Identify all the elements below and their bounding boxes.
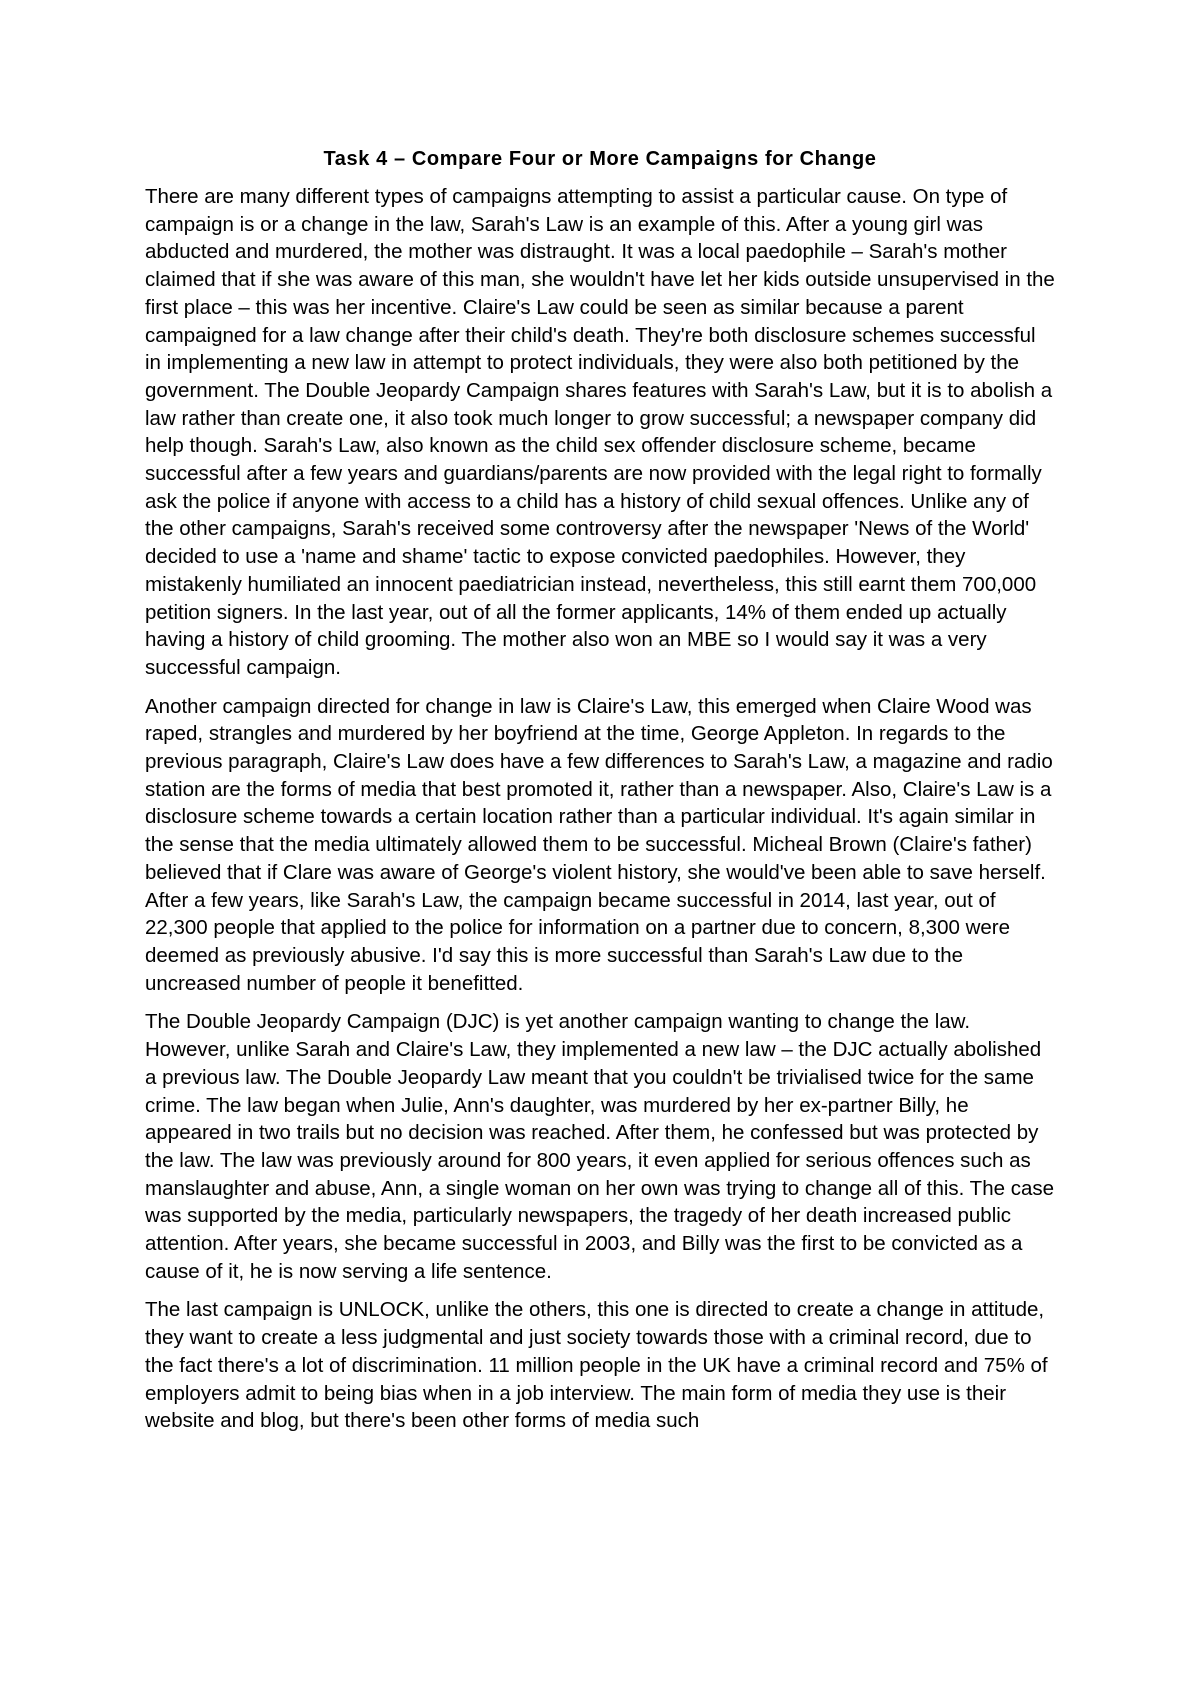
paragraph-double-jeopardy: The Double Jeopardy Campaign (DJC) is yet another campaign wanting to change the law. However, unlike Sarah and Claire's Law, they implemented a new law – the DJC actually abolished a previous law. The Double Jeopardy Law meant that you couldn't be trivialised twice for the same crime. The law began when Julie, Ann's daughter, was murdered by her ex-partner Billy, he appeared in two trails but no decision was reached. After them, he confessed but was protected by the law. The law was previously around for 800 years, it even applied for serious offences such as manslaughter and abuse, Ann, a single woman on her own was trying to change all of this. The case was supported by the media, particularly newspapers, the tragedy of her death increased public attention. After years, she became successful in 2003, and Billy was the first to be convicted as a cause of it, he is now serving a life sentence. bbox=[145, 1010, 1055, 1283]
document-title: Task 4 – Compare Four or More Campaigns for Change bbox=[323, 148, 877, 170]
document-body bbox=[145, 145, 1055, 1446]
paragraph-claires-law: Another campaign directed for change in law is Claire's Law, this emerged when Claire Wood was raped, strangles and murdered by her boyfriend at the time, George Appleton. In regards to the previous paragraph, Claire's Law does have a few differences to Sarah's Law, a magazine and radio station are the forms of media that best promoted it, rather than a newspaper. Also, Claire's Law is a disclosure scheme towards a certain location rather than a particular individual. It's again similar in the sense that the media ultimately allowed them to be successful. Micheal Brown (Claire's father) believed that if Clare was aware of George's violent history, she would've been able to save herself. After a few years, like Sarah's Law, the campaign became successful in 2014, last year, out of 22,300 people that applied to the police for information on a partner due to concern, 8,300 were deemed as previously abusive. I'd say this is more successful than Sarah's Law due to the uncreased number of people it benefitted. bbox=[145, 694, 1053, 995]
paragraph-sarahs-law: There are many different types of campaigns attempting to assist a particular cause. On type of campaign is or a change in the law, Sarah's Law is an example of this. After a young girl was abducted and murdered, the mother was distraught. It was a local paedophile – Sarah's mother claimed that if she was aware of this man, she wouldn't have let her kids outside unsupervised in the first place – this was her incentive. Claire's Law could be seen as similar because a parent campaigned for a law change after their child's death. They're both disclosure schemes successful in implementing a new law in attempt to protect individuals, they were also both petitioned by the government. The Double Jeopardy Campaign shares features with Sarah's Law, but it is to abolish a law rather than create one, it also took much longer to grow successful; a newspaper company did help though. Sarah's Law, also known as the child sex offender disclosure scheme, became successful after a few years and guardians/parents are now provided with the legal right to formally ask the police if anyone with access to a child has a history of child sexual offences. Unlike any of the other campaigns, Sarah's received some controversy after the newspaper 'News of the World' decided to use a 'name and shame' tactic to expose convicted paedophiles. However, they mistakenly humiliated an innocent paediatrician instead, nevertheless, this still earnt them 700,000 petition signers. In the last year, out of all the former applicants, 14% of them ended up actually having a history of child grooming. The mother also won an MBE so I would say it was a very successful campaign. bbox=[145, 185, 1055, 679]
paragraph-unlock: The last campaign is UNLOCK, unlike the others, this one is directed to create a change in attitude, they want to create a less judgmental and just society towards those with a criminal record, due to the fact there's a lot of discrimination. 11 million people in the UK have a criminal record and 75% of employers admit to being bias when in a job interview. The main form of media they use is their website and blog, but there's been other forms of media such bbox=[145, 1298, 1048, 1433]
